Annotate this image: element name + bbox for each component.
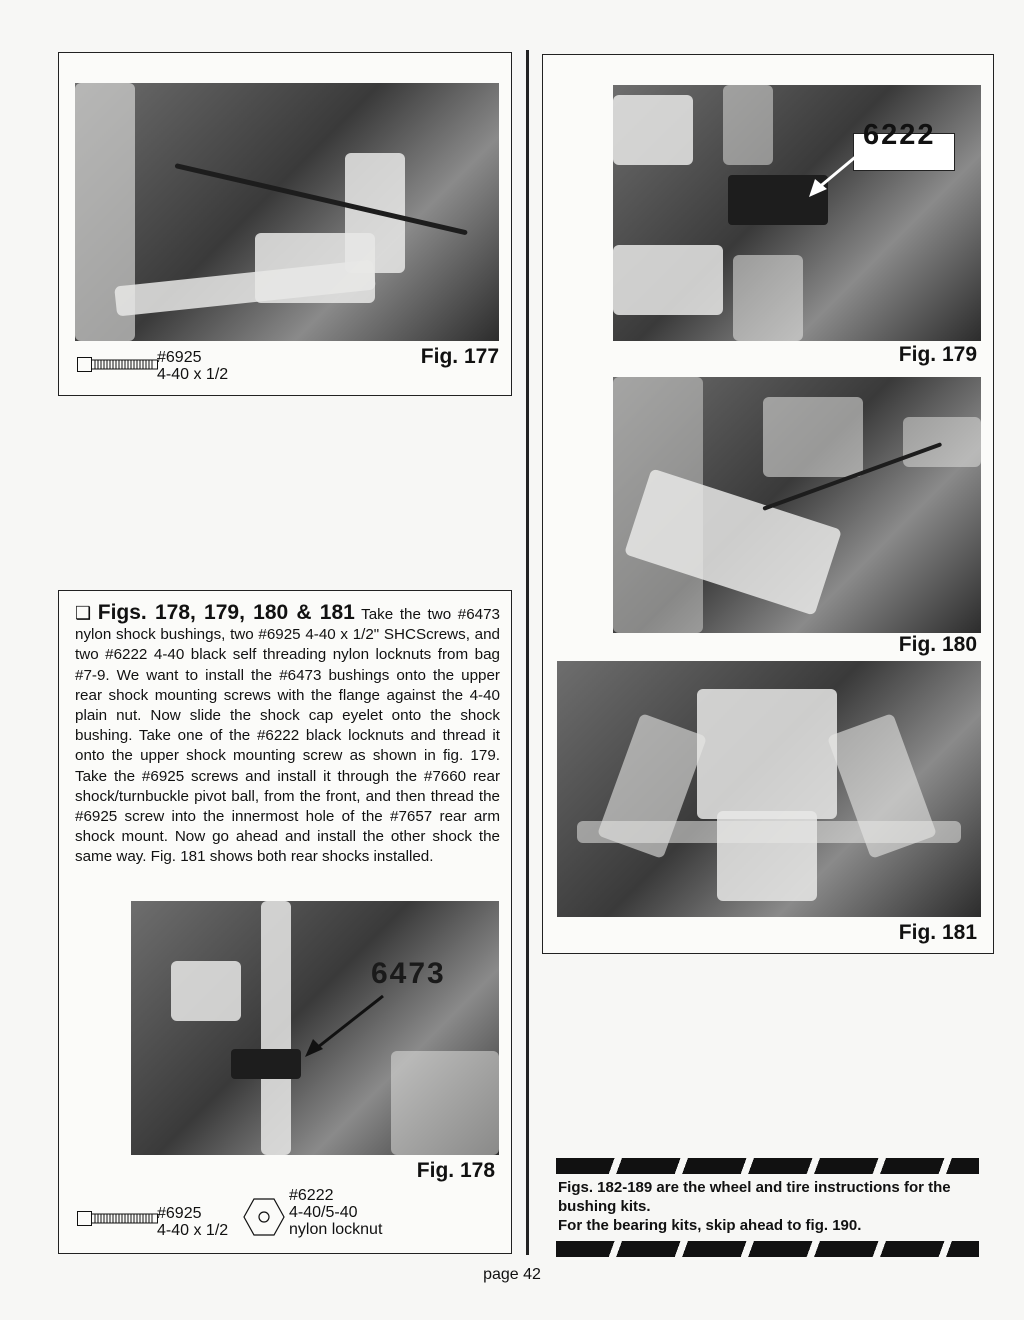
- part-size: 4-40 x 1/2: [157, 1222, 229, 1239]
- instructions-text: [75, 603, 500, 868]
- instructions-box: [58, 590, 512, 1254]
- callout-arrow: [301, 991, 391, 1061]
- fig-177-box: [58, 52, 512, 396]
- part-size: 4-40/5-40: [289, 1204, 358, 1221]
- part-number: #6222: [289, 1187, 334, 1204]
- column-divider: [526, 50, 529, 1255]
- screw-icon: [77, 1211, 159, 1226]
- fig-179-callout: 6222: [863, 119, 936, 151]
- fig-177-part-spec: [157, 349, 228, 383]
- fig-179-label: Fig. 179: [898, 343, 977, 366]
- fig-178-photo: [131, 901, 499, 1155]
- fig-181-label: Fig. 181: [898, 921, 977, 944]
- fig-180-label: Fig. 180: [898, 633, 977, 656]
- note-line-2: For the bearing kits, skip ahead to fig. 190.: [558, 1217, 862, 1234]
- right-figures-box: [542, 54, 994, 954]
- note-bottom-stripe: [556, 1241, 979, 1257]
- instructions-lead: Figs. 178, 179, 180 & 181: [97, 601, 355, 624]
- locknut-icon: [243, 1197, 285, 1237]
- checkbox-icon: ❑: [75, 603, 92, 623]
- note-line-1: Figs. 182-189 are the wheel and tire instructions for the bushing kits.: [558, 1179, 951, 1215]
- fig-178-callout: 6473: [371, 957, 446, 990]
- fig-178-label: Fig. 178: [416, 1159, 495, 1182]
- note-text: [556, 1174, 979, 1241]
- screw-icon: [77, 357, 159, 372]
- fig-178-screw-spec: [157, 1205, 228, 1239]
- callout-arrow: [803, 145, 873, 205]
- instructions-body: Take the two #6473 nylon shock bushings, two #6925 4-40 x 1/2" SHCScrews, and two #6222 4-40 black self threading nylon locknuts from bag #7-9. We want to install the #6473 bushings onto the upper rear shock mounting screws with the flange against the 4-40 plain nut. Now slide the shock cap eyelet onto the shock bushing. Take one of the #6222 black locknuts and thread it onto the upper shock mounting screw as shown in fig. 179. Take the #6925 screws and install it through the #7660 rear shock/turnbuckle pivot ball, from the front, and then thread the #6925 screw into the innermost hole of the #7657 rear arm shock mount. Now go ahead and install the other shock the same way. Fig. 181 shows both rear shocks installed.: [75, 606, 500, 866]
- fig-180-photo: [613, 377, 981, 633]
- note-top-stripe: [556, 1158, 979, 1174]
- part-size: 4-40 x 1/2: [157, 366, 229, 383]
- fig-181-photo: [557, 661, 981, 917]
- fig-177-label: Fig. 177: [420, 345, 499, 368]
- fig-177-photo: [75, 83, 499, 341]
- part-number: #6925: [157, 1205, 202, 1222]
- part-number: #6925: [157, 349, 202, 366]
- fig-178-nut-spec: [289, 1187, 382, 1238]
- part-desc: nylon locknut: [289, 1221, 383, 1238]
- page-number: page 42: [483, 1266, 541, 1283]
- bushing-kit-note: [556, 1158, 979, 1257]
